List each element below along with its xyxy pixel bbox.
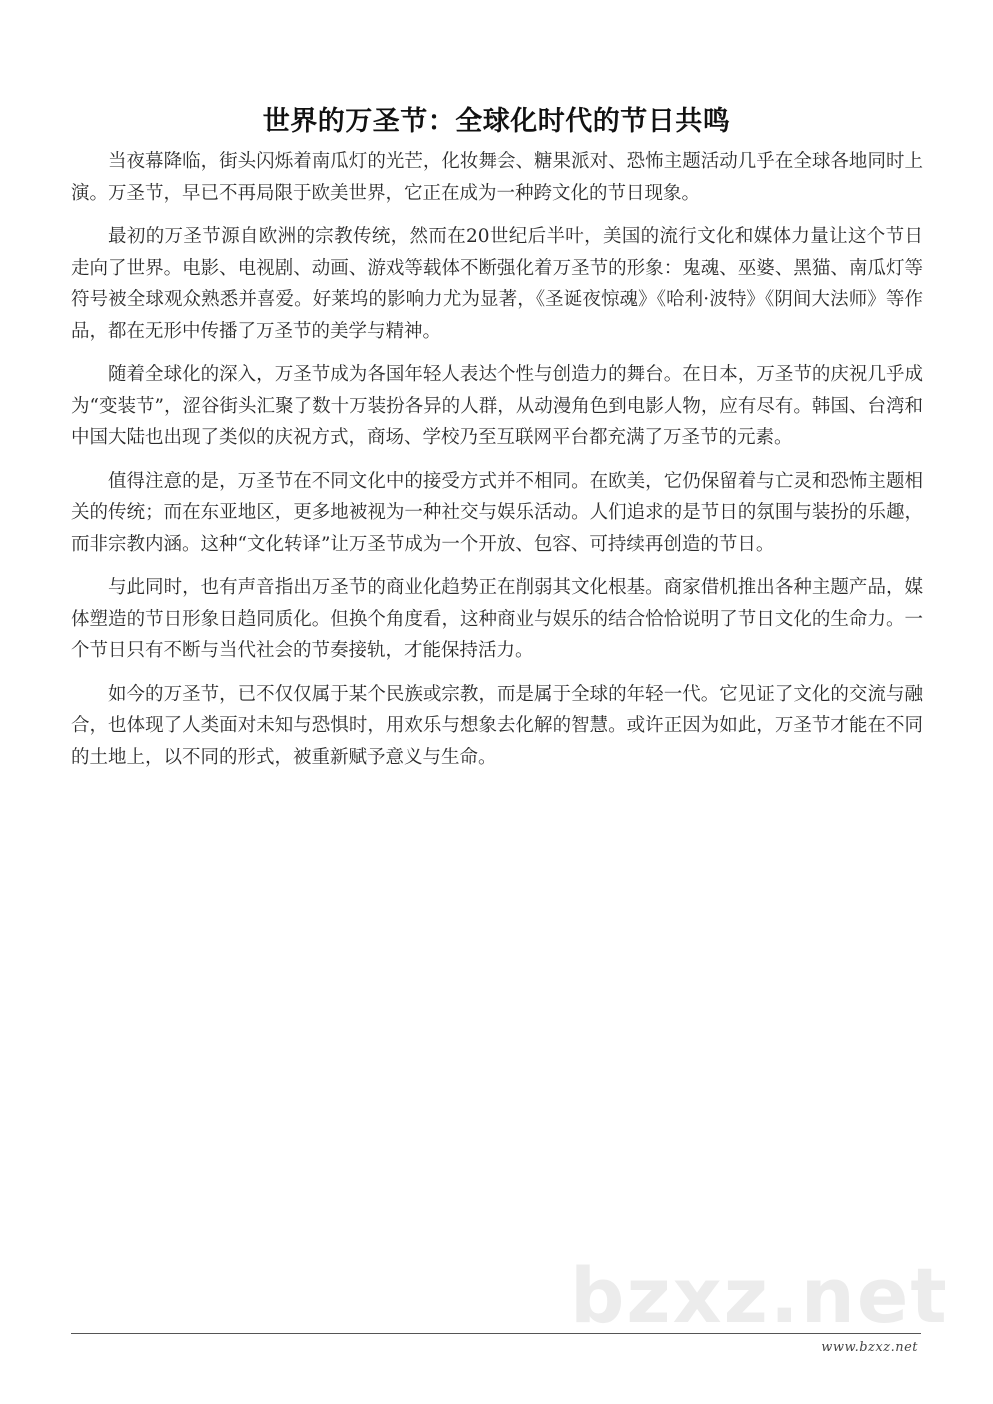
paragraph-5: 与此同时，也有声音指出万圣节的商业化趋势正在削弱其文化根基。商家借机推出各种主题产品，媒体塑造的节日形象日趋同质化。但换个角度看，这种商业与娱乐的结合恰恰说明了节日文化的生命力。一个节日只有不断与当代社会的节奏接轨，才能保持活力。 (71, 577, 923, 661)
paragraph-1: 当夜幕降临，街头闪烁着南瓜灯的光芒，化妆舞会、糖果派对、恐怖主题活动几乎在全球各地同时上演。万圣节，早已不再局限于欧美世界，它正在成为一种跨文化的节日现象。 (71, 151, 923, 204)
document-title: 世界的万圣节：全球化时代的节日共鸣 (262, 106, 731, 138)
paragraph-2: 最初的万圣节源自欧洲的宗教传统，然而在20世纪后半叶，美国的流行文化和媒体力量让这个节日走向了世界。电影、电视剧、动画、游戏等载体不断强化着万圣节的形象：鬼魂、巫婆、黑猫、南瓜灯等符号被全球观众熟悉并喜爱。好莱坞的影响力尤为显著，《圣诞夜惊魂》《哈利·波特》《阴间大法师》等作品，都在无形中传播了万圣节的美学与精神。 (71, 226, 923, 342)
watermark-logo: bzxz.net (570, 1251, 949, 1340)
footer-divider (71, 1333, 921, 1334)
paragraph-6: 如今的万圣节，已不仅仅属于某个民族或宗教，而是属于全球的年轻一代。它见证了文化的交流与融合，也体现了人类面对未知与恐惧时，用欢乐与想象去化解的智慧。或许正因为如此，万圣节才能在不同的土地上，以不同的形式，被重新赋予意义与生命。 (71, 683, 923, 768)
paragraph-3: 随着全球化的深入，万圣节成为各国年轻人表达个性与创造力的舞台。在日本，万圣节的庆祝几乎成为“变装节”，涩谷街头汇聚了数十万装扮各异的人群，从动漫角色到电影人物，应有尽有。韩国、台湾和中国大陆也出现了类似的庆祝方式，商场、学校乃至互联网平台都充满了万圣节的元素。 (71, 364, 923, 448)
footer-url: www.bzxz.net (821, 1340, 918, 1355)
paragraph-4: 值得注意的是，万圣节在不同文化中的接受方式并不相同。在欧美，它仍保留着与亡灵和恐怖主题相关的传统；而在东亚地区，更多地被视为一种社交与娱乐活动。人们追求的是节日的氛围与装扮的乐趣，而非宗教内涵。这种“文化转译”让万圣节成为一个开放、包容、可持续再创造的节日。 (71, 470, 923, 555)
document-body (71, 146, 923, 785)
